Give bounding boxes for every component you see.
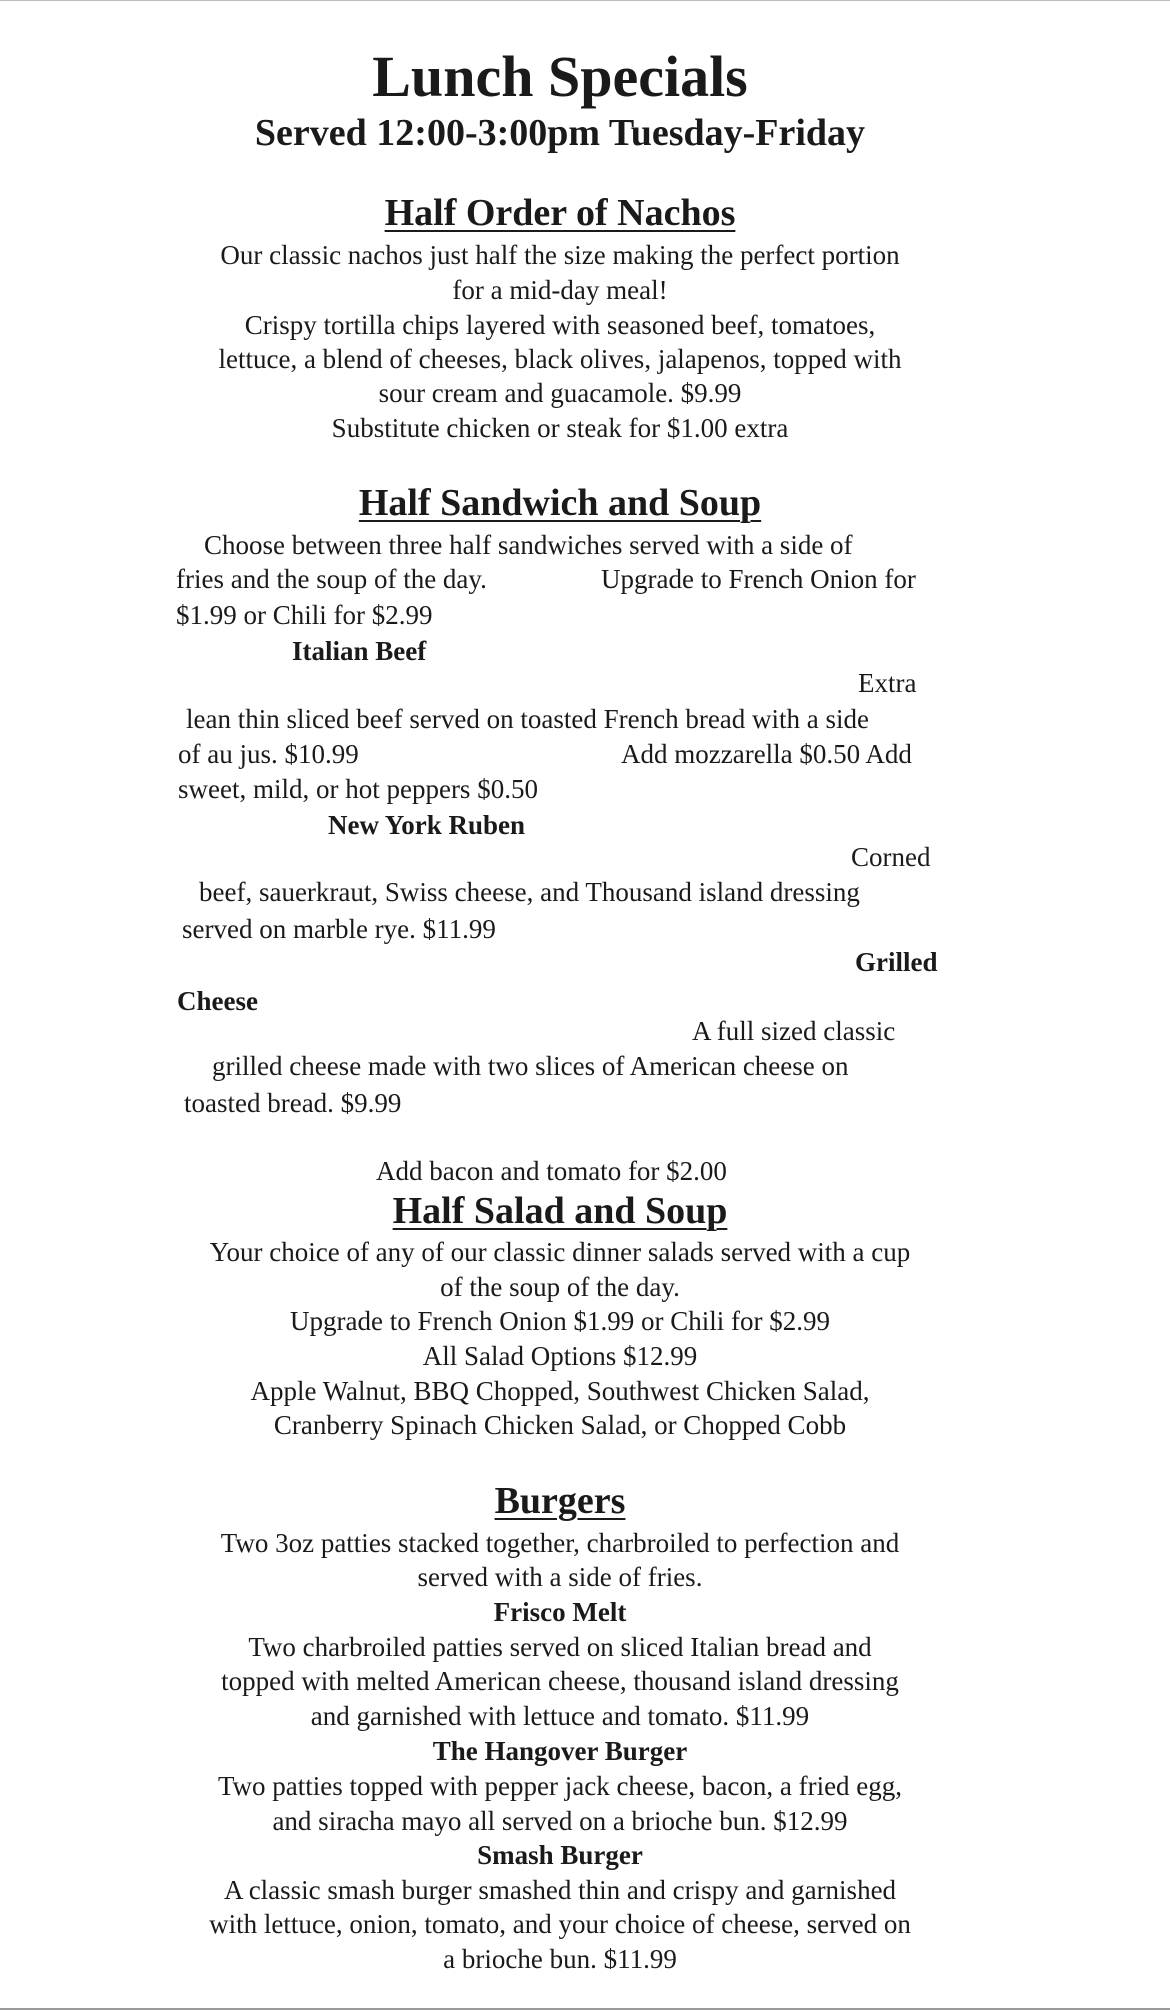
ruben-line-1: beef, sauerkraut, Swiss cheese, and Thousand island dressing <box>199 877 860 907</box>
nachos-line-4: lettuce, a blend of cheeses, black olives, jalapenos, topped with <box>218 344 902 374</box>
sandwich-intro-line-2b: Upgrade to French Onion for <box>601 564 916 594</box>
nachos-heading: Half Order of Nachos <box>384 192 736 234</box>
grilled-cheese-line-2: grilled cheese made with two slices of American cheese on <box>212 1051 849 1081</box>
italian-beef-line-1: lean thin sliced beef served on toasted French bread with a side <box>186 704 870 734</box>
grilled-cheese-line-3: toasted bread. $9.99 <box>184 1088 402 1118</box>
italian-beef-line-2a: of au jus. $10.99 <box>178 739 359 769</box>
ruben-name: New York Ruben <box>328 810 526 840</box>
smash-burger-line-1: A classic smash burger smashed thin and crispy and garnished <box>223 1875 897 1905</box>
ruben-line-2: served on marble rye. $11.99 <box>182 914 496 944</box>
sandwich-intro-line-3: $1.99 or Chili for $2.99 <box>176 600 433 630</box>
salad-line-1: Your choice of any of our classic dinner salads served with a cup <box>209 1237 911 1267</box>
salad-soup-heading: Half Salad and Soup <box>392 1190 728 1232</box>
salad-line-6: Cranberry Spinach Chicken Salad, or Chopped Cobb <box>273 1410 847 1440</box>
salad-line-2: of the soup of the day. <box>440 1272 680 1302</box>
sandwich-intro-line-1: Choose between three half sandwiches served with a side of <box>204 530 853 560</box>
frisco-melt-line-2: topped with melted American cheese, thousand island dressing <box>221 1666 899 1696</box>
italian-beef-extra: Extra <box>858 668 917 698</box>
burgers-line-1: Two 3oz patties stacked together, charbroiled to perfection and <box>220 1528 900 1558</box>
burgers-heading: Burgers <box>494 1480 626 1522</box>
ruben-corned: Corned <box>851 842 931 872</box>
nachos-line-5: sour cream and guacamole. $9.99 <box>378 378 742 408</box>
grilled-cheese-addon: Add bacon and tomato for $2.00 <box>376 1156 727 1186</box>
grilled-cheese-name-part-1: Grilled <box>855 947 938 977</box>
italian-beef-line-3: sweet, mild, or hot peppers $0.50 <box>178 774 538 804</box>
frisco-melt-line-3: and garnished with lettuce and tomato. $11.99 <box>310 1701 810 1731</box>
hangover-burger-line-2: and siracha mayo all served on a brioche bun. $12.99 <box>272 1806 848 1836</box>
salad-line-4: All Salad Options $12.99 <box>422 1341 698 1371</box>
sandwich-soup-heading: Half Sandwich and Soup <box>358 482 762 524</box>
burgers-line-2: served with a side of fries. <box>417 1562 703 1592</box>
sandwich-intro-line-2a: fries and the soup of the day. <box>176 564 487 594</box>
nachos-line-1: Our classic nachos just half the size making the perfect portion <box>220 240 900 270</box>
smash-burger-name: Smash Burger <box>477 1840 643 1870</box>
frisco-melt-name: Frisco Melt <box>493 1597 627 1627</box>
nachos-line-6: Substitute chicken or steak for $1.00 extra <box>331 413 789 443</box>
grilled-cheese-line-1: A full sized classic <box>692 1016 896 1046</box>
page-title: Lunch Specials <box>372 44 748 109</box>
hangover-burger-name: The Hangover Burger <box>432 1736 688 1766</box>
smash-burger-line-3: a brioche bun. $11.99 <box>443 1946 677 1969</box>
hangover-burger-line-1: Two patties topped with pepper jack cheese, bacon, a fried egg, <box>217 1771 903 1801</box>
salad-line-5: Apple Walnut, BBQ Chopped, Southwest Chicken Salad, <box>250 1376 870 1406</box>
page-subtitle: Served 12:00-3:00pm Tuesday-Friday <box>254 112 866 154</box>
nachos-line-3: Crispy tortilla chips layered with seasoned beef, tomatoes, <box>244 310 876 340</box>
grilled-cheese-name-part-2: Cheese <box>177 986 258 1016</box>
salad-line-3: Upgrade to French Onion $1.99 or Chili for $2.99 <box>290 1306 830 1336</box>
italian-beef-line-2b: Add mozzarella $0.50 Add <box>621 739 912 769</box>
smash-burger-line-2: with lettuce, onion, tomato, and your choice of cheese, served on <box>209 1909 911 1939</box>
frisco-melt-line-1: Two charbroiled patties served on sliced Italian bread and <box>248 1632 872 1662</box>
nachos-line-2: for a mid-day meal! <box>452 275 668 305</box>
italian-beef-name: Italian Beef <box>292 636 427 666</box>
